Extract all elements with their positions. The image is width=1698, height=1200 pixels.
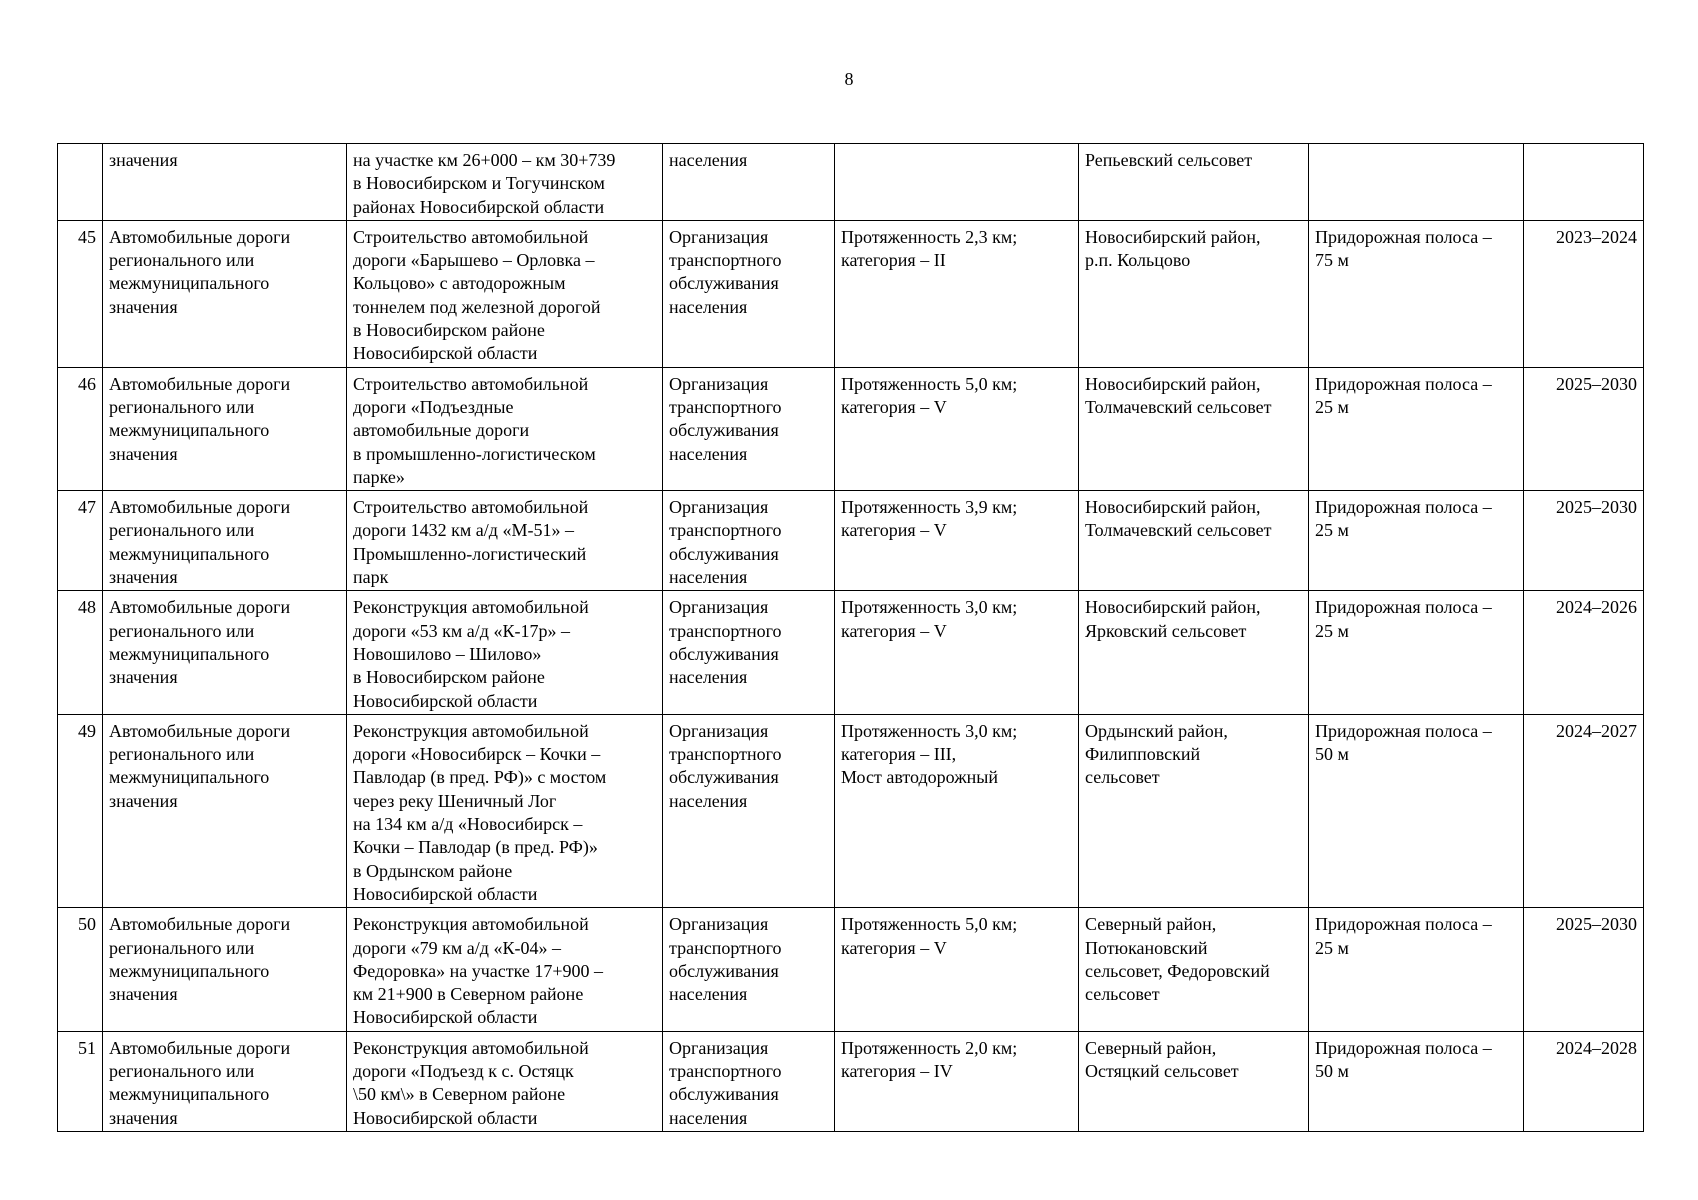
objects-table bbox=[57, 143, 1644, 1132]
object-name-cell: Реконструкция автомобильной дороги «Подъезд к с. Остяцк \50 км\» в Северном районе Новосибирской области bbox=[347, 1031, 663, 1131]
period-cell: 2024–2028 bbox=[1524, 1031, 1644, 1131]
table-body bbox=[58, 144, 1644, 1132]
object-name-cell: на участке км 26+000 – км 30+739 в Новосибирском и Тогучинском районах Новосибирской области bbox=[347, 144, 663, 221]
location-cell: Новосибирский район, р.п. Кольцово bbox=[1079, 220, 1309, 367]
purpose-cell: Организация транспортного обслуживания населения bbox=[663, 714, 835, 907]
object-name-cell: Реконструкция автомобильной дороги «53 км а/д «К-17р» – Новошилово – Шилово» в Новосибирском районе Новосибирской области bbox=[347, 591, 663, 714]
zone-cell: Придорожная полоса – 25 м bbox=[1309, 491, 1524, 591]
purpose-cell: Организация транспортного обслуживания населения bbox=[663, 220, 835, 367]
purpose-cell: населения bbox=[663, 144, 835, 221]
object-type-cell: значения bbox=[103, 144, 347, 221]
object-name-cell: Строительство автомобильной дороги 1432 км а/д «М-51» – Промышленно-логистический парк bbox=[347, 491, 663, 591]
zone-cell: Придорожная полоса – 50 м bbox=[1309, 1031, 1524, 1131]
period-cell: 2025–2030 bbox=[1524, 908, 1644, 1031]
object-name-cell: Строительство автомобильной дороги «Барышево – Орловка – Кольцово» с автодорожным тоннелем под железной дорогой в Новосибирском районе Новосибирской области bbox=[347, 220, 663, 367]
location-cell: Репьевский сельсовет bbox=[1079, 144, 1309, 221]
table-row bbox=[58, 220, 1644, 367]
row-number-cell: 51 bbox=[58, 1031, 103, 1131]
object-type-cell: Автомобильные дороги регионального или межмуниципального значения bbox=[103, 908, 347, 1031]
characteristics-cell: Протяженность 5,0 км; категория – V bbox=[835, 367, 1079, 490]
zone-cell: Придорожная полоса – 75 м bbox=[1309, 220, 1524, 367]
location-cell: Новосибирский район, Толмачевский сельсовет bbox=[1079, 367, 1309, 490]
table-row bbox=[58, 908, 1644, 1031]
period-cell: 2024–2026 bbox=[1524, 591, 1644, 714]
object-type-cell: Автомобильные дороги регионального или межмуниципального значения bbox=[103, 591, 347, 714]
period-cell: 2025–2030 bbox=[1524, 491, 1644, 591]
period-cell bbox=[1524, 144, 1644, 221]
row-number-cell: 46 bbox=[58, 367, 103, 490]
table-row bbox=[58, 591, 1644, 714]
object-name-cell: Реконструкция автомобильной дороги «Новосибирск – Кочки – Павлодар (в пред. РФ)» с мостом через реку Шеничный Лог на 134 км а/д «Новосибирск – Кочки – Павлодар (в пред. РФ)» в Ордынском районе Новосибирской области bbox=[347, 714, 663, 907]
object-type-cell: Автомобильные дороги регионального или межмуниципального значения bbox=[103, 220, 347, 367]
row-number-cell: 47 bbox=[58, 491, 103, 591]
location-cell: Новосибирский район, Толмачевский сельсовет bbox=[1079, 491, 1309, 591]
row-number-cell: 48 bbox=[58, 591, 103, 714]
characteristics-cell: Протяженность 3,0 км; категория – V bbox=[835, 591, 1079, 714]
location-cell: Северный район, Потюкановский сельсовет, Федоровский сельсовет bbox=[1079, 908, 1309, 1031]
object-type-cell: Автомобильные дороги регионального или межмуниципального значения bbox=[103, 491, 347, 591]
location-cell: Новосибирский район, Ярковский сельсовет bbox=[1079, 591, 1309, 714]
page-number: 8 bbox=[844, 69, 854, 89]
object-type-cell: Автомобильные дороги регионального или межмуниципального значения bbox=[103, 714, 347, 907]
characteristics-cell: Протяженность 5,0 км; категория – V bbox=[835, 908, 1079, 1031]
location-cell: Северный район, Остяцкий сельсовет bbox=[1079, 1031, 1309, 1131]
object-name-cell: Строительство автомобильной дороги «Подъездные автомобильные дороги в промышленно-логистическом парке» bbox=[347, 367, 663, 490]
characteristics-cell: Протяженность 3,0 км; категория – III, Мост автодорожный bbox=[835, 714, 1079, 907]
period-cell: 2025–2030 bbox=[1524, 367, 1644, 490]
table-row bbox=[58, 367, 1644, 490]
period-cell: 2023–2024 bbox=[1524, 220, 1644, 367]
zone-cell: Придорожная полоса – 25 м bbox=[1309, 367, 1524, 490]
purpose-cell: Организация транспортного обслуживания населения bbox=[663, 1031, 835, 1131]
row-number-cell: 45 bbox=[58, 220, 103, 367]
purpose-cell: Организация транспортного обслуживания населения bbox=[663, 591, 835, 714]
zone-cell: Придорожная полоса – 25 м bbox=[1309, 908, 1524, 1031]
row-number-cell: 49 bbox=[58, 714, 103, 907]
purpose-cell: Организация транспортного обслуживания населения bbox=[663, 367, 835, 490]
row-number-cell bbox=[58, 144, 103, 221]
characteristics-cell: Протяженность 2,3 км; категория – II bbox=[835, 220, 1079, 367]
zone-cell: Придорожная полоса – 25 м bbox=[1309, 591, 1524, 714]
purpose-cell: Организация транспортного обслуживания населения bbox=[663, 908, 835, 1031]
purpose-cell: Организация транспортного обслуживания населения bbox=[663, 491, 835, 591]
location-cell: Ордынский район, Филипповский сельсовет bbox=[1079, 714, 1309, 907]
table-row bbox=[58, 1031, 1644, 1131]
characteristics-cell: Протяженность 2,0 км; категория – IV bbox=[835, 1031, 1079, 1131]
row-number-cell: 50 bbox=[58, 908, 103, 1031]
object-type-cell: Автомобильные дороги регионального или межмуниципального значения bbox=[103, 1031, 347, 1131]
table-row bbox=[58, 144, 1644, 221]
characteristics-cell bbox=[835, 144, 1079, 221]
table-row bbox=[58, 491, 1644, 591]
object-name-cell: Реконструкция автомобильной дороги «79 км а/д «К-04» – Федоровка» на участке 17+900 – км 21+900 в Северном районе Новосибирской области bbox=[347, 908, 663, 1031]
characteristics-cell: Протяженность 3,9 км; категория – V bbox=[835, 491, 1079, 591]
table-row bbox=[58, 714, 1644, 907]
zone-cell bbox=[1309, 144, 1524, 221]
zone-cell: Придорожная полоса – 50 м bbox=[1309, 714, 1524, 907]
object-type-cell: Автомобильные дороги регионального или межмуниципального значения bbox=[103, 367, 347, 490]
period-cell: 2024–2027 bbox=[1524, 714, 1644, 907]
